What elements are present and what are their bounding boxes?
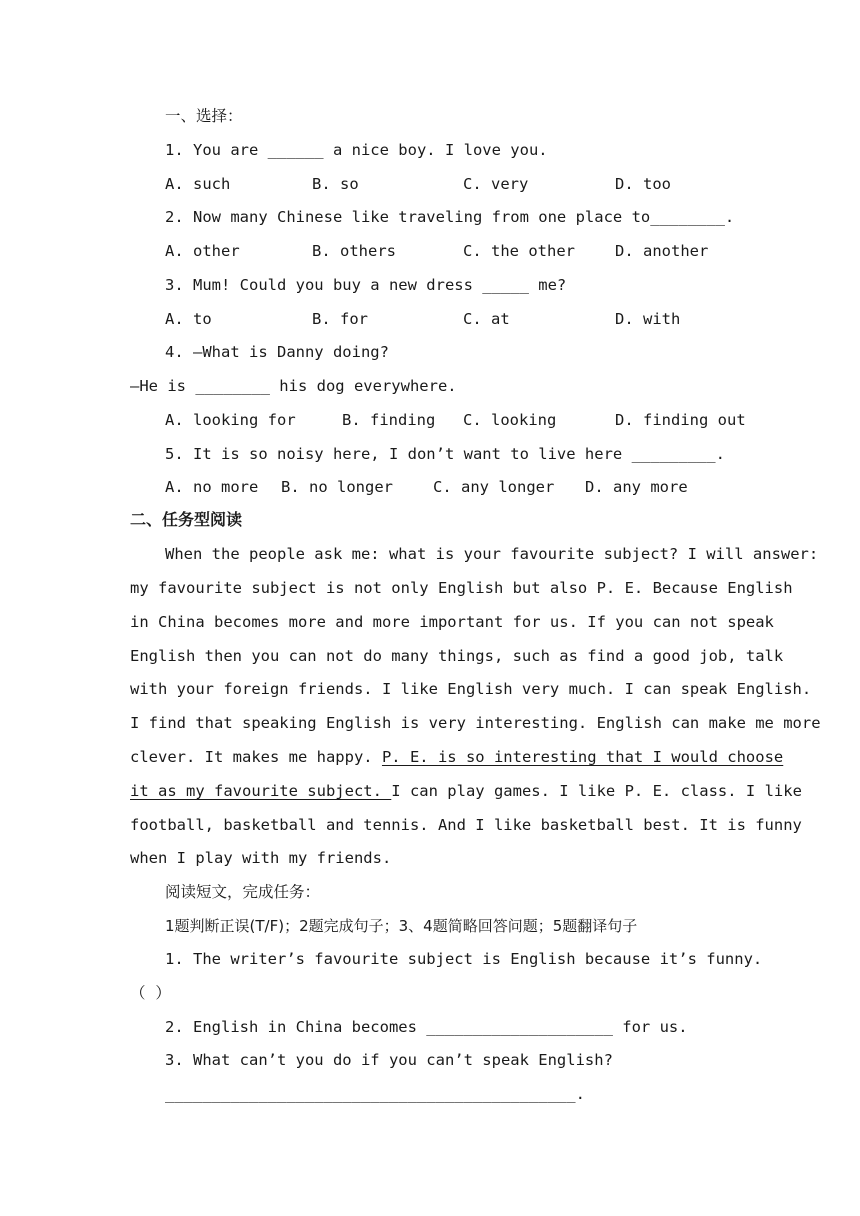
passage-line-7-plain: clever. It makes me happy. bbox=[130, 748, 382, 766]
question-2-stem: 2. Now many Chinese like traveling from one place to________. bbox=[165, 208, 735, 226]
question-3-option-d: D. with bbox=[615, 310, 681, 328]
passage-line-2: my favourite subject is not only English but also P. E. Because English bbox=[130, 579, 793, 597]
question-4-stem: 4. —What is Danny doing? bbox=[165, 343, 389, 361]
question-5-option-d: D. any more bbox=[585, 478, 688, 496]
task-instruction: 阅读短文，完成任务： bbox=[165, 883, 321, 901]
passage-line-7 bbox=[130, 747, 784, 767]
passage-line-8 bbox=[130, 781, 802, 801]
question-1-option-c: C. very bbox=[463, 175, 529, 193]
question-4-option-c: C. looking bbox=[463, 411, 557, 429]
task-3: 3. What can’t you do if you can’t speak English? bbox=[165, 1051, 613, 1069]
passage-line-6: I find that speaking English is very interesting. English can make me more bbox=[130, 714, 821, 732]
question-3-option-b: B. for bbox=[312, 310, 368, 328]
question-5-option-c: C. any longer bbox=[433, 478, 555, 496]
question-1-stem: 1. You are ______ a nice boy. I love you. bbox=[165, 141, 548, 159]
question-3-stem: 3. Mum! Could you buy a new dress _____ me? bbox=[165, 276, 567, 294]
passage-line-10: when I play with my friends. bbox=[130, 849, 392, 867]
question-5-stem: 5. It is so noisy here, I don’t want to live here _________. bbox=[165, 445, 725, 463]
question-2-option-c: C. the other bbox=[463, 242, 575, 260]
passage-underlined-sentence-part-2: it as my favourite subject. bbox=[130, 782, 392, 800]
question-4-option-d: D. finding out bbox=[615, 411, 746, 429]
question-2-option-d: D. another bbox=[615, 242, 709, 260]
task-1: 1. The writer’s favourite subject is English because it’s funny. bbox=[165, 950, 763, 968]
section1-heading: 一、选择： bbox=[165, 107, 243, 125]
task-1-answer-paren: （ ） bbox=[130, 984, 171, 1002]
question-5-option-a: A. no more bbox=[165, 478, 259, 496]
passage-underlined-sentence-part-1: P. E. is so interesting that I would choose bbox=[381, 748, 784, 766]
question-2-option-b: B. others bbox=[312, 242, 396, 260]
task-2: 2. English in China becomes ____________________ for us. bbox=[165, 1018, 688, 1036]
passage-line-4: English then you can not do many things, such as find a good job, talk bbox=[130, 647, 784, 665]
question-5-option-b: B. no longer bbox=[281, 478, 393, 496]
passage-line-9: football, basketball and tennis. And I like basketball best. It is funny bbox=[130, 816, 802, 834]
task-3-answer-line: ____________________________________________. bbox=[165, 1085, 585, 1103]
question-1-option-d: D. too bbox=[615, 175, 671, 193]
question-1-option-b: B. so bbox=[312, 175, 359, 193]
question-3-option-a: A. to bbox=[165, 310, 212, 328]
question-4-option-a: A. looking for bbox=[165, 411, 296, 429]
question-3-option-c: C. at bbox=[463, 310, 510, 328]
question-4-option-b: B. finding bbox=[342, 411, 436, 429]
passage-line-3: in China becomes more and more important for us. If you can not speak bbox=[130, 613, 774, 631]
question-1-option-a: A. such bbox=[165, 175, 231, 193]
passage-line-5: with your foreign friends. I like English very much. I can speak English. bbox=[130, 680, 812, 698]
section2-heading: 二、任务型阅读 bbox=[130, 510, 243, 529]
passage-line-1: When the people ask me: what is your favourite subject? I will answer: bbox=[165, 545, 819, 563]
passage-line-8-plain: I can play games. I like P. E. class. I like bbox=[391, 782, 802, 800]
question-4-stem-2: —He is ________ his dog everywhere. bbox=[130, 377, 457, 395]
question-2-option-a: A. other bbox=[165, 242, 240, 260]
task-types: 1题判断正误(T/F)；2题完成句子；3、4题简略回答问题；5题翻译句子 bbox=[165, 917, 638, 935]
